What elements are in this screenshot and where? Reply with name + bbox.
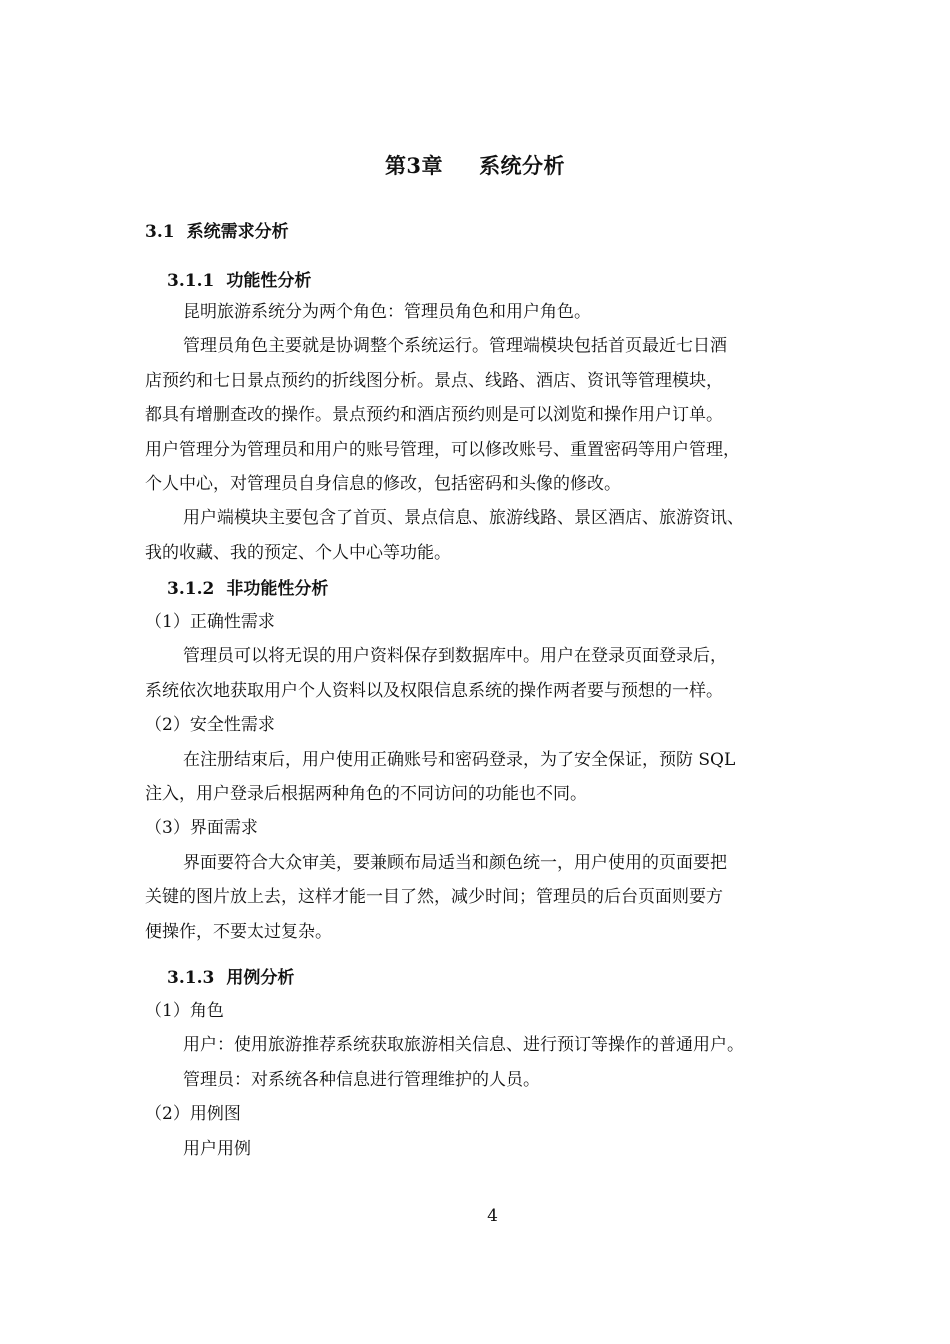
paragraph-line: 都具有增删查改的操作。景点预约和酒店预约则是可以浏览和操作用户订单。 (145, 405, 723, 426)
subsection-title: 用例分析 (226, 968, 295, 988)
page-number: 4 (487, 1206, 498, 1226)
paragraph-line: 店预约和七日景点预约的折线图分析。景点、线路、酒店、资讯等管理模块， (145, 370, 723, 391)
paragraph: 界面要符合大众审美，要兼顾布局适当和颜色统一，用户使用的页面要把 (183, 852, 727, 873)
subsection-number: 3.1.1 (167, 271, 215, 291)
paragraph-line: 用户管理分为管理员和用户的账号管理，可以修改账号、重置密码等用户管理， (145, 439, 740, 460)
paragraph-line: 个人中心，对管理员自身信息的修改，包括密码和头像的修改。 (145, 474, 621, 495)
section-title: 系统需求分析 (186, 222, 289, 242)
subsection-title: 非功能性分析 (226, 579, 329, 599)
paragraph-line: 注入，用户登录后根据两种角色的不同访问的功能也不同。 (145, 784, 587, 805)
chapter-name: 系统分析 (479, 153, 566, 178)
section-heading-3-1 (145, 217, 289, 242)
use-case-analysis-body (145, 994, 820, 1166)
paragraph-line: 系统依次地获取用户个人资料以及权限信息系统的操作两者要与预想的一样。 (145, 680, 723, 701)
subsection-number: 3.1.3 (167, 968, 215, 988)
paragraph: 管理员可以将无误的用户资料保存到数据库中。用户在登录页面登录后， (183, 646, 727, 667)
list-item-heading: （1）角色 (145, 1001, 224, 1021)
list-item-heading: （2）用例图 (145, 1104, 241, 1125)
list-item-heading: （1）正确性需求 (145, 612, 275, 632)
list-item-heading: （3）界面需求 (145, 818, 258, 839)
chapter-title (0, 150, 950, 180)
subsection-heading-3-1-1 (167, 266, 311, 291)
paragraph: 管理员角色主要就是协调整个系统运行。管理端模块包括首页最近七日酒 (183, 336, 727, 357)
functional-analysis-body (145, 295, 820, 570)
list-item-heading: （2）安全性需求 (145, 715, 275, 736)
paragraph: 管理员：对系统各种信息进行管理维护的人员。 (183, 1069, 540, 1090)
subsection-heading-3-1-2 (167, 574, 328, 599)
paragraph-line: 我的收藏、我的预定、个人中心等功能。 (145, 542, 451, 563)
subsection-number: 3.1.2 (167, 579, 215, 599)
paragraph: 在注册结束后，用户使用正确账号和密码登录，为了安全保证，预防 SQL (183, 749, 736, 770)
subsection-heading-3-1-3 (167, 963, 294, 988)
paragraph: 昆明旅游系统分为两个角色：管理员角色和用户角色。 (183, 302, 591, 322)
paragraph-line: 关键的图片放上去，这样才能一目了然，减少时间；管理员的后台页面则要方 (145, 887, 723, 908)
nonfunctional-analysis-body (145, 605, 820, 949)
paragraph: 用户用例 (183, 1138, 251, 1159)
paragraph: 用户端模块主要包含了首页、景点信息、旅游线路、景区酒店、旅游资讯、 (183, 508, 744, 529)
subsection-title: 功能性分析 (226, 271, 312, 291)
paragraph: 用户：使用旅游推荐系统获取旅游相关信息、进行预订等操作的普通用户。 (183, 1035, 744, 1056)
section-number: 3.1 (145, 222, 175, 242)
paragraph-line: 便操作，不要太过复杂。 (145, 921, 332, 942)
chapter-number: 第3章 (384, 153, 444, 178)
